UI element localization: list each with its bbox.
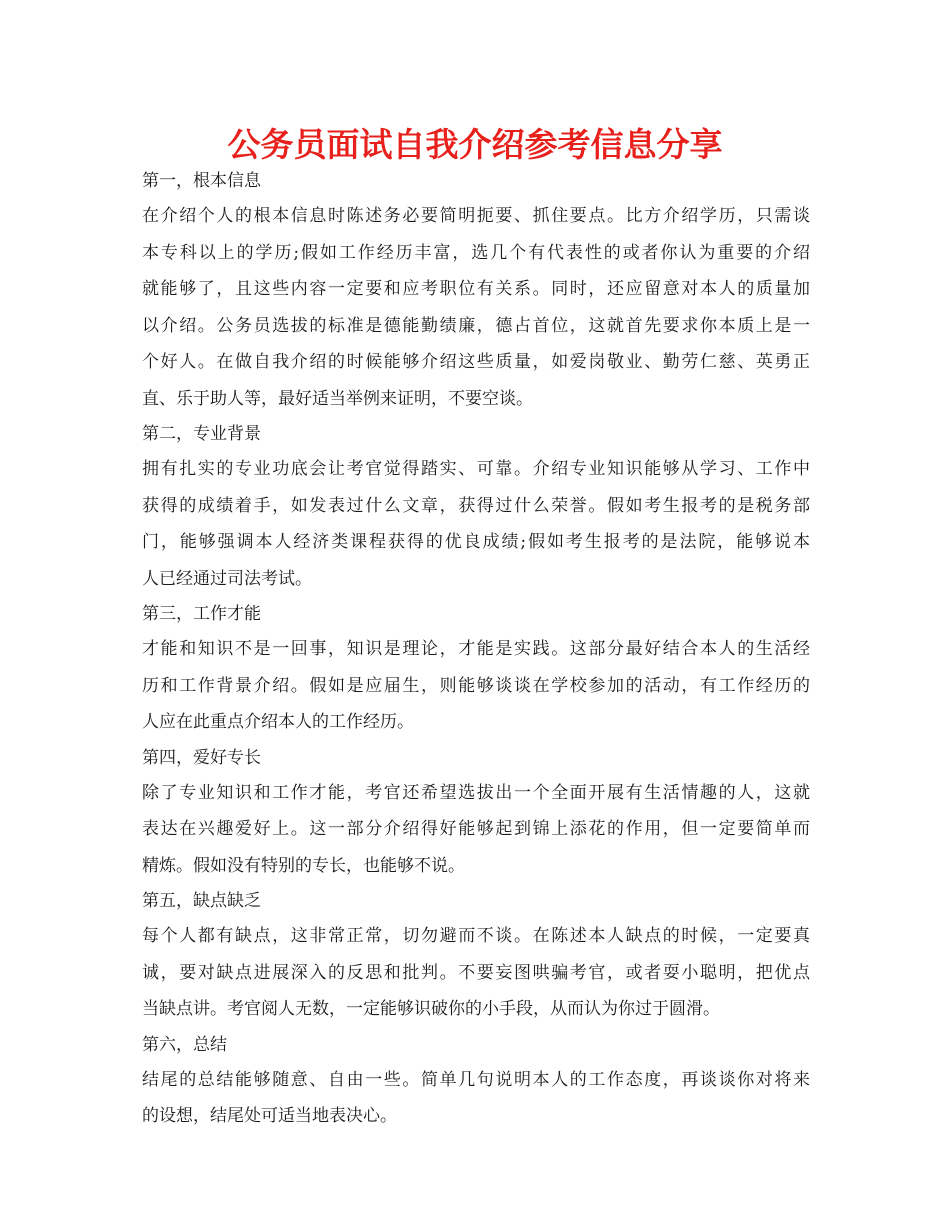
paragraph-line: 才能和知识不是一回事，知识是理论，才能是实践。这部分最好结合本人的生活经 (142, 639, 810, 659)
section-weaknesses (142, 884, 810, 1028)
section-paragraph (142, 631, 810, 741)
paragraph-line: 本专科以上的学历;假如工作经历丰富，选几个有代表性的或者你认为重要的介绍 (142, 242, 810, 263)
paragraph-line: 获得的成绩着手，如发表过什么文章，获得过什么荣誉。假如考生报考的是税务部 (142, 495, 810, 516)
document-body (142, 164, 810, 1135)
paragraph-line: 直、乐于助人等，最好适当举例来证明，不要空谈。 (142, 388, 533, 409)
section-summary (142, 1028, 810, 1135)
section-hobbies (142, 741, 810, 885)
paragraph-line: 以介绍。公务员选拔的标准是德能勤绩廉，德占首位，这就首先要求你本质上是一 (142, 315, 810, 336)
paragraph-line: 精炼。假如没有特别的专长，也能够不说。 (142, 855, 465, 876)
section-heading: 第六，总结 (142, 1034, 227, 1055)
section-paragraph (142, 1062, 810, 1135)
paragraph-line: 就能够了，且这些内容一定要和应考职位有关系。同时，还应留意对本人的质量加 (142, 279, 810, 299)
section-heading: 第三，工作才能 (142, 604, 261, 624)
paragraph-line: 历和工作背景介绍。假如是应届生，则能够谈谈在学校参加的活动，有工作经历的 (142, 675, 810, 696)
paragraph-line: 在介绍个人的根本信息时陈述务必要简明扼要、抓住要点。比方介绍学历，只需谈 (142, 206, 810, 226)
document-title: 公务员面试自我介绍参考信息分享 (227, 125, 723, 164)
paragraph-line: 除了专业知识和工作才能，考官还希望选拔出一个全面开展有生活情趣的人，这就 (142, 782, 810, 803)
section-basic-info (142, 164, 810, 417)
paragraph-line: 门，能够强调本人经济类课程获得的优良成绩;假如考生报考的是法院，能够说本 (142, 532, 810, 552)
section-paragraph (142, 451, 810, 597)
paragraph-line: 人应在此重点介绍本人的工作经历。 (142, 712, 414, 732)
section-heading: 第五，缺点缺乏 (142, 891, 261, 911)
paragraph-line: 表达在兴趣爱好上。这一部分介绍得好能够起到锦上添花的作用，但一定要简单而 (142, 819, 810, 839)
paragraph-line: 结尾的总结能够随意、自由一些。简单几句说明本人的工作态度，再谈谈你对将来 (142, 1069, 810, 1090)
section-paragraph (142, 198, 810, 417)
section-paragraph (142, 775, 810, 885)
paragraph-line: 的设想，结尾处可适当地表决心。 (142, 1106, 397, 1126)
section-heading: 第四，爱好专长 (142, 747, 261, 768)
paragraph-line: 个好人。在做自我介绍的时候能够介绍这些质量，如爱岗敬业、勤劳仁慈、英勇正 (142, 352, 810, 372)
paragraph-line: 每个人都有缺点，这非常正常，切勿避而不谈。在陈述本人缺点的时候，一定要真 (142, 926, 810, 946)
section-paragraph (142, 918, 810, 1028)
paragraph-line: 诚，要对缺点进展深入的反思和批判。不要妄图哄骗考官，或者耍小聪明，把优点 (142, 962, 810, 983)
section-heading: 第二，专业背景 (142, 424, 261, 444)
paragraph-line: 当缺点讲。考官阅人无数，一定能够识破你的小手段，从而认为你过于圆滑。 (142, 999, 720, 1019)
section-professional-background (142, 417, 810, 597)
paragraph-line: 拥有扎实的专业功底会让考官觉得踏实、可靠。介绍专业知识能够从学习、工作中 (142, 459, 810, 479)
paragraph-line: 人已经通过司法考试。 (142, 568, 312, 589)
section-heading: 第一，根本信息 (142, 171, 261, 191)
section-work-ability (142, 597, 810, 741)
